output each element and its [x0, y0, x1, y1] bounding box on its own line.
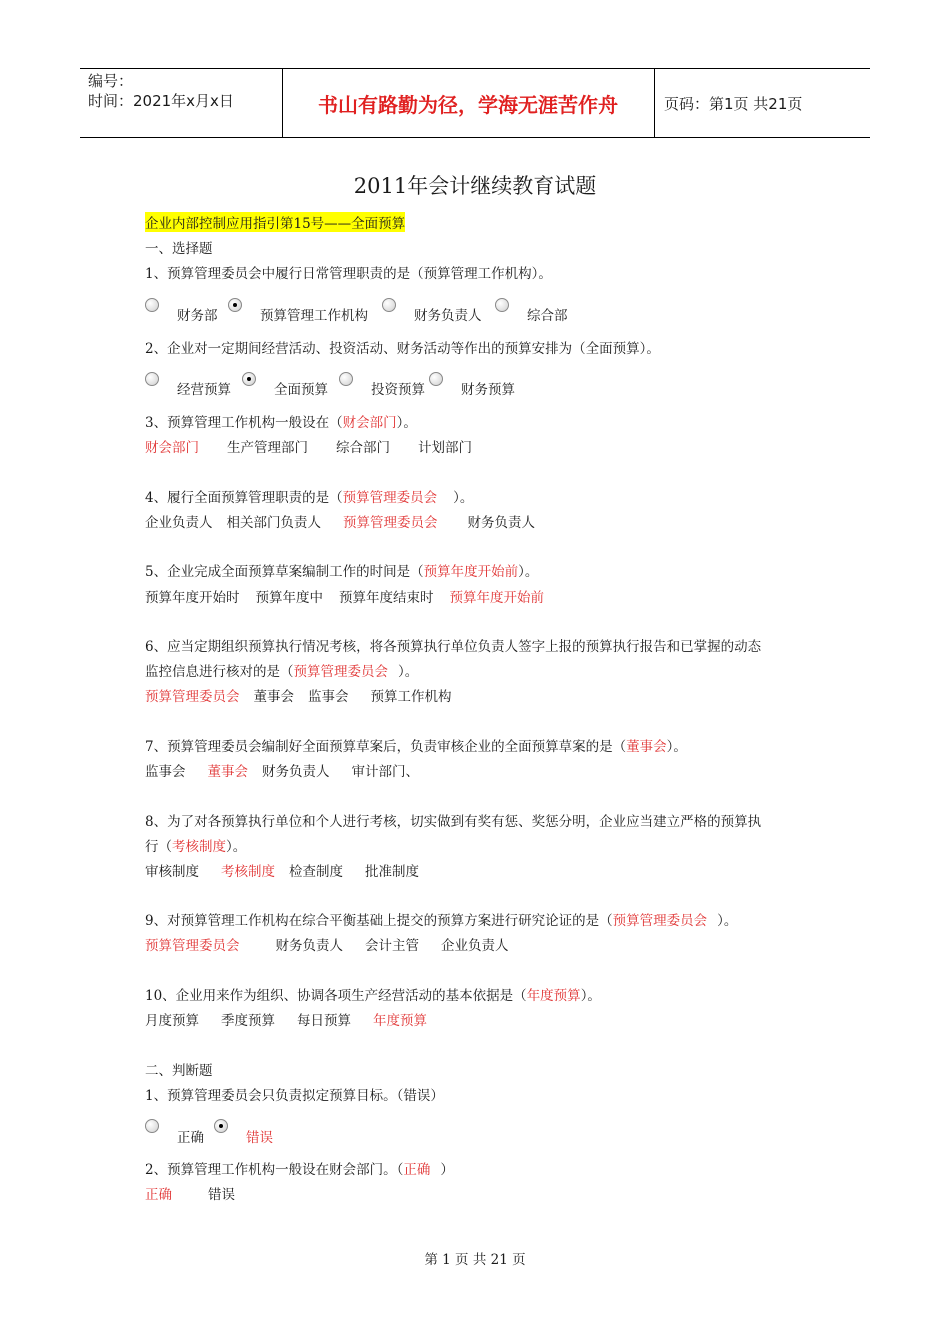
q5-option-4: 预算年度开始前 — [449, 590, 544, 606]
radio-q2-opt2[interactable] — [242, 372, 256, 386]
judge-1: 1、预算管理委员会只负责拟定预算目标。（错误） — [145, 1088, 444, 1104]
page-info: 页码：第1页 共21页 — [664, 95, 803, 113]
radio-j1-true[interactable] — [145, 1119, 159, 1133]
q4-option-4: 财务负责人 — [467, 515, 535, 531]
question-8-line2: 行（考核制度）。 — [145, 839, 247, 855]
q8-option-3: 检查制度 — [289, 864, 343, 880]
q6-option-2: 董事会 — [253, 689, 294, 705]
q6-option-1: 预算管理委员会 — [145, 689, 240, 705]
radio-j1-false[interactable] — [214, 1119, 228, 1133]
q1-option-4: 综合部 — [527, 308, 568, 324]
q2-option-3: 投资预算 — [371, 382, 425, 398]
q5-option-3: 预算年度结束时 — [339, 590, 434, 606]
q2-option-2: 全面预算 — [274, 382, 328, 398]
q10-option-4: 年度预算 — [373, 1013, 427, 1029]
q5-options — [145, 586, 544, 606]
page-header — [80, 68, 870, 138]
q9-option-4: 企业负责人 — [441, 938, 509, 954]
radio-q1-opt4[interactable] — [495, 298, 509, 312]
question-5: 5、企业完成全面预算草案编制工作的时间是（预算年度开始前）。 — [145, 564, 539, 580]
question-9: 9、对预算管理工作机构在综合平衡基础上提交的预算方案进行研究论证的是（预算管理委员会 ）。 — [145, 913, 738, 929]
q5-option-2: 预算年度中 — [255, 590, 323, 606]
motto: 书山有路勤为径，学海无涯苦作舟 — [318, 93, 618, 117]
q9-option-2: 财务负责人 — [275, 938, 343, 954]
question-3: 3、预算管理工作机构一般设在（财会部门）。 — [145, 415, 417, 431]
question-6-line1: 6、应当定期组织预算执行情况考核，将各预算执行单位负责人签字上报的预算执行报告和已掌握的动态 — [145, 639, 762, 655]
q1-option-3: 财务负责人 — [414, 308, 482, 324]
q7-option-2: 董事会 — [207, 764, 248, 780]
radio-q1-opt3[interactable] — [382, 298, 396, 312]
j2-answer: 正确 — [403, 1162, 431, 1178]
question-6-line2: 监控信息进行核对的是（预算管理委员会 ）。 — [145, 664, 419, 680]
question-1: 1、预算管理委员会中履行日常管理职责的是（预算管理工作机构）。 — [145, 266, 552, 282]
q7-option-3: 财务负责人 — [262, 764, 330, 780]
q9-option-1: 预算管理委员会 — [145, 938, 240, 954]
radio-q2-opt1[interactable] — [145, 372, 159, 386]
q3-answer: 财会部门 — [342, 415, 397, 431]
q8-answer: 考核制度 — [172, 839, 226, 855]
q8-option-4: 批准制度 — [365, 864, 419, 880]
page-footer: 第 1 页 共 21 页 — [424, 1252, 526, 1268]
q8-option-1: 审核制度 — [145, 864, 199, 880]
q9-option-3: 会计主管 — [365, 938, 419, 954]
q8-options — [145, 860, 419, 880]
q6-option-4: 预算工作机构 — [370, 689, 452, 705]
q9-answer: 预算管理委员会 — [612, 913, 708, 929]
q7-option-1: 监事会 — [145, 764, 186, 780]
document-title: 2011年会计继续教育试题 — [353, 174, 597, 198]
q6-options — [145, 685, 452, 705]
q2-option-4: 财务预算 — [461, 382, 515, 398]
j1-option-1: 正确 — [177, 1130, 204, 1146]
q10-option-3: 每日预算 — [297, 1013, 351, 1029]
time-label: 时间：2021年x月x日 — [88, 92, 234, 110]
judge-2: 2、预算管理工作机构一般设在财会部门。（正确 ） — [145, 1162, 454, 1178]
q4-option-2: 相关部门负责人 — [226, 515, 321, 531]
j1-option-2: 错误 — [246, 1130, 273, 1146]
q3-option-4: 计划部门 — [418, 440, 472, 456]
header-meta — [88, 71, 234, 111]
q7-option-4: 审计部门、 — [351, 764, 419, 780]
q1-option-1: 财务部 — [177, 308, 218, 324]
q4-options — [145, 511, 535, 531]
q10-option-1: 月度预算 — [145, 1013, 199, 1029]
q1-option-2: 预算管理工作机构 — [260, 308, 368, 324]
q3-options — [145, 436, 472, 456]
question-2: 2、企业对一定期间经营活动、投资活动、财务活动等作出的预算安排为（全面预算）。 — [145, 341, 660, 357]
radio-q2-opt3[interactable] — [339, 372, 353, 386]
q9-options — [145, 934, 509, 954]
section-judge: 二、判断题 — [145, 1063, 213, 1079]
q10-answer: 年度预算 — [526, 988, 581, 1004]
question-7: 7、预算管理委员会编制好全面预算草案后，负责审核企业的全面预算草案的是（董事会）。 — [145, 739, 687, 755]
q10-options — [145, 1009, 427, 1029]
q5-answer: 预算年度开始前 — [423, 564, 519, 580]
q4-option-3: 预算管理委员会 — [343, 515, 438, 531]
q6-answer: 预算管理委员会 — [293, 664, 388, 680]
q7-options — [145, 760, 419, 780]
q4-option-1: 企业负责人 — [145, 515, 213, 531]
q2-option-1: 经营预算 — [177, 382, 231, 398]
subtitle: 企业内部控制应用指引第15号——全面预算 — [145, 212, 405, 232]
q5-option-1: 预算年度开始时 — [145, 590, 240, 606]
q4-answer: 预算管理委员会 — [342, 490, 438, 506]
j2-options — [145, 1183, 235, 1203]
j2-option-1: 正确 — [145, 1187, 172, 1203]
question-8-line1: 8、为了对各预算执行单位和个人进行考核，切实做到有奖有惩、奖惩分明，企业应当建立严格的预算执 — [145, 814, 762, 830]
number-label: 编号： — [88, 72, 134, 90]
section-choice: 一、选择题 — [145, 241, 213, 257]
q7-answer: 董事会 — [626, 739, 667, 755]
q10-option-2: 季度预算 — [221, 1013, 275, 1029]
radio-q1-opt2[interactable] — [228, 298, 242, 312]
q3-option-3: 综合部门 — [336, 440, 390, 456]
q3-option-1: 财会部门 — [145, 440, 199, 456]
q8-option-2: 考核制度 — [221, 864, 275, 880]
q3-option-2: 生产管理部门 — [227, 440, 308, 456]
question-4: 4、履行全面预算管理职责的是（预算管理委员会 ）。 — [145, 490, 474, 506]
radio-q2-opt4[interactable] — [429, 372, 443, 386]
j2-option-2: 错误 — [208, 1187, 235, 1203]
question-10: 10、企业用来作为组织、协调各项生产经营活动的基本依据是（年度预算）。 — [145, 988, 601, 1004]
radio-q1-opt1[interactable] — [145, 298, 159, 312]
q6-option-3: 监事会 — [308, 689, 349, 705]
